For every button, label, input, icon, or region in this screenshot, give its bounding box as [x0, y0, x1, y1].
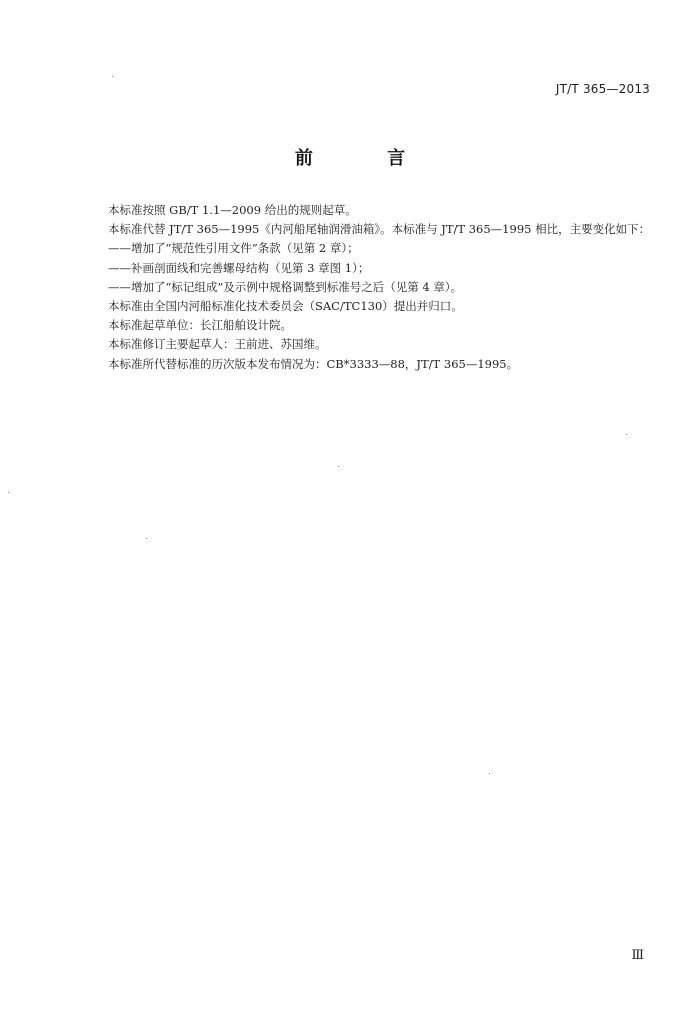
foreword-line: 本标准按照 GB/T 1.1—2009 给出的规则起草。	[108, 203, 357, 217]
foreword-line: 本标准修订主要起草人：王前进、苏国维。	[108, 337, 327, 352]
scan-speck	[112, 76, 113, 77]
foreword-line: 本标准起草单位：长江船舶设计院。	[108, 318, 292, 333]
scan-speck	[338, 466, 339, 467]
scan-speck	[146, 538, 147, 539]
scan-speck	[8, 492, 9, 493]
foreword-line: 本标准代替 JT/T 365—1995《内河船尾轴润滑油箱》。本标准与 JT/T 365—1995 相比，主要变化如下：	[108, 222, 651, 237]
page-title: 前 言	[294, 148, 440, 169]
scan-speck	[626, 434, 627, 435]
foreword-line: 本标准所代替标准的历次版本发布情况为：CB*3333—88，JT/T 365—1995。	[108, 356, 519, 371]
foreword-line: 本标准由全国内河船标准化技术委员会（SAC/TC130）提出并归口。	[108, 299, 463, 314]
foreword-body	[108, 201, 668, 374]
foreword-change-item: ——增加了“规范性引用文件”条款（见第 2 章）；	[108, 241, 359, 256]
scan-speck	[489, 773, 490, 774]
standard-code: JT/T 365—2013	[555, 82, 650, 96]
page-number: Ⅲ	[631, 948, 644, 963]
foreword-change-item: ——增加了“标记组成”及示例中规格调整到标准号之后（见第 4 章）。	[108, 279, 463, 294]
foreword-change-item: ——补画剖面线和完善螺母结构（见第 3 章图 1）；	[108, 260, 370, 275]
